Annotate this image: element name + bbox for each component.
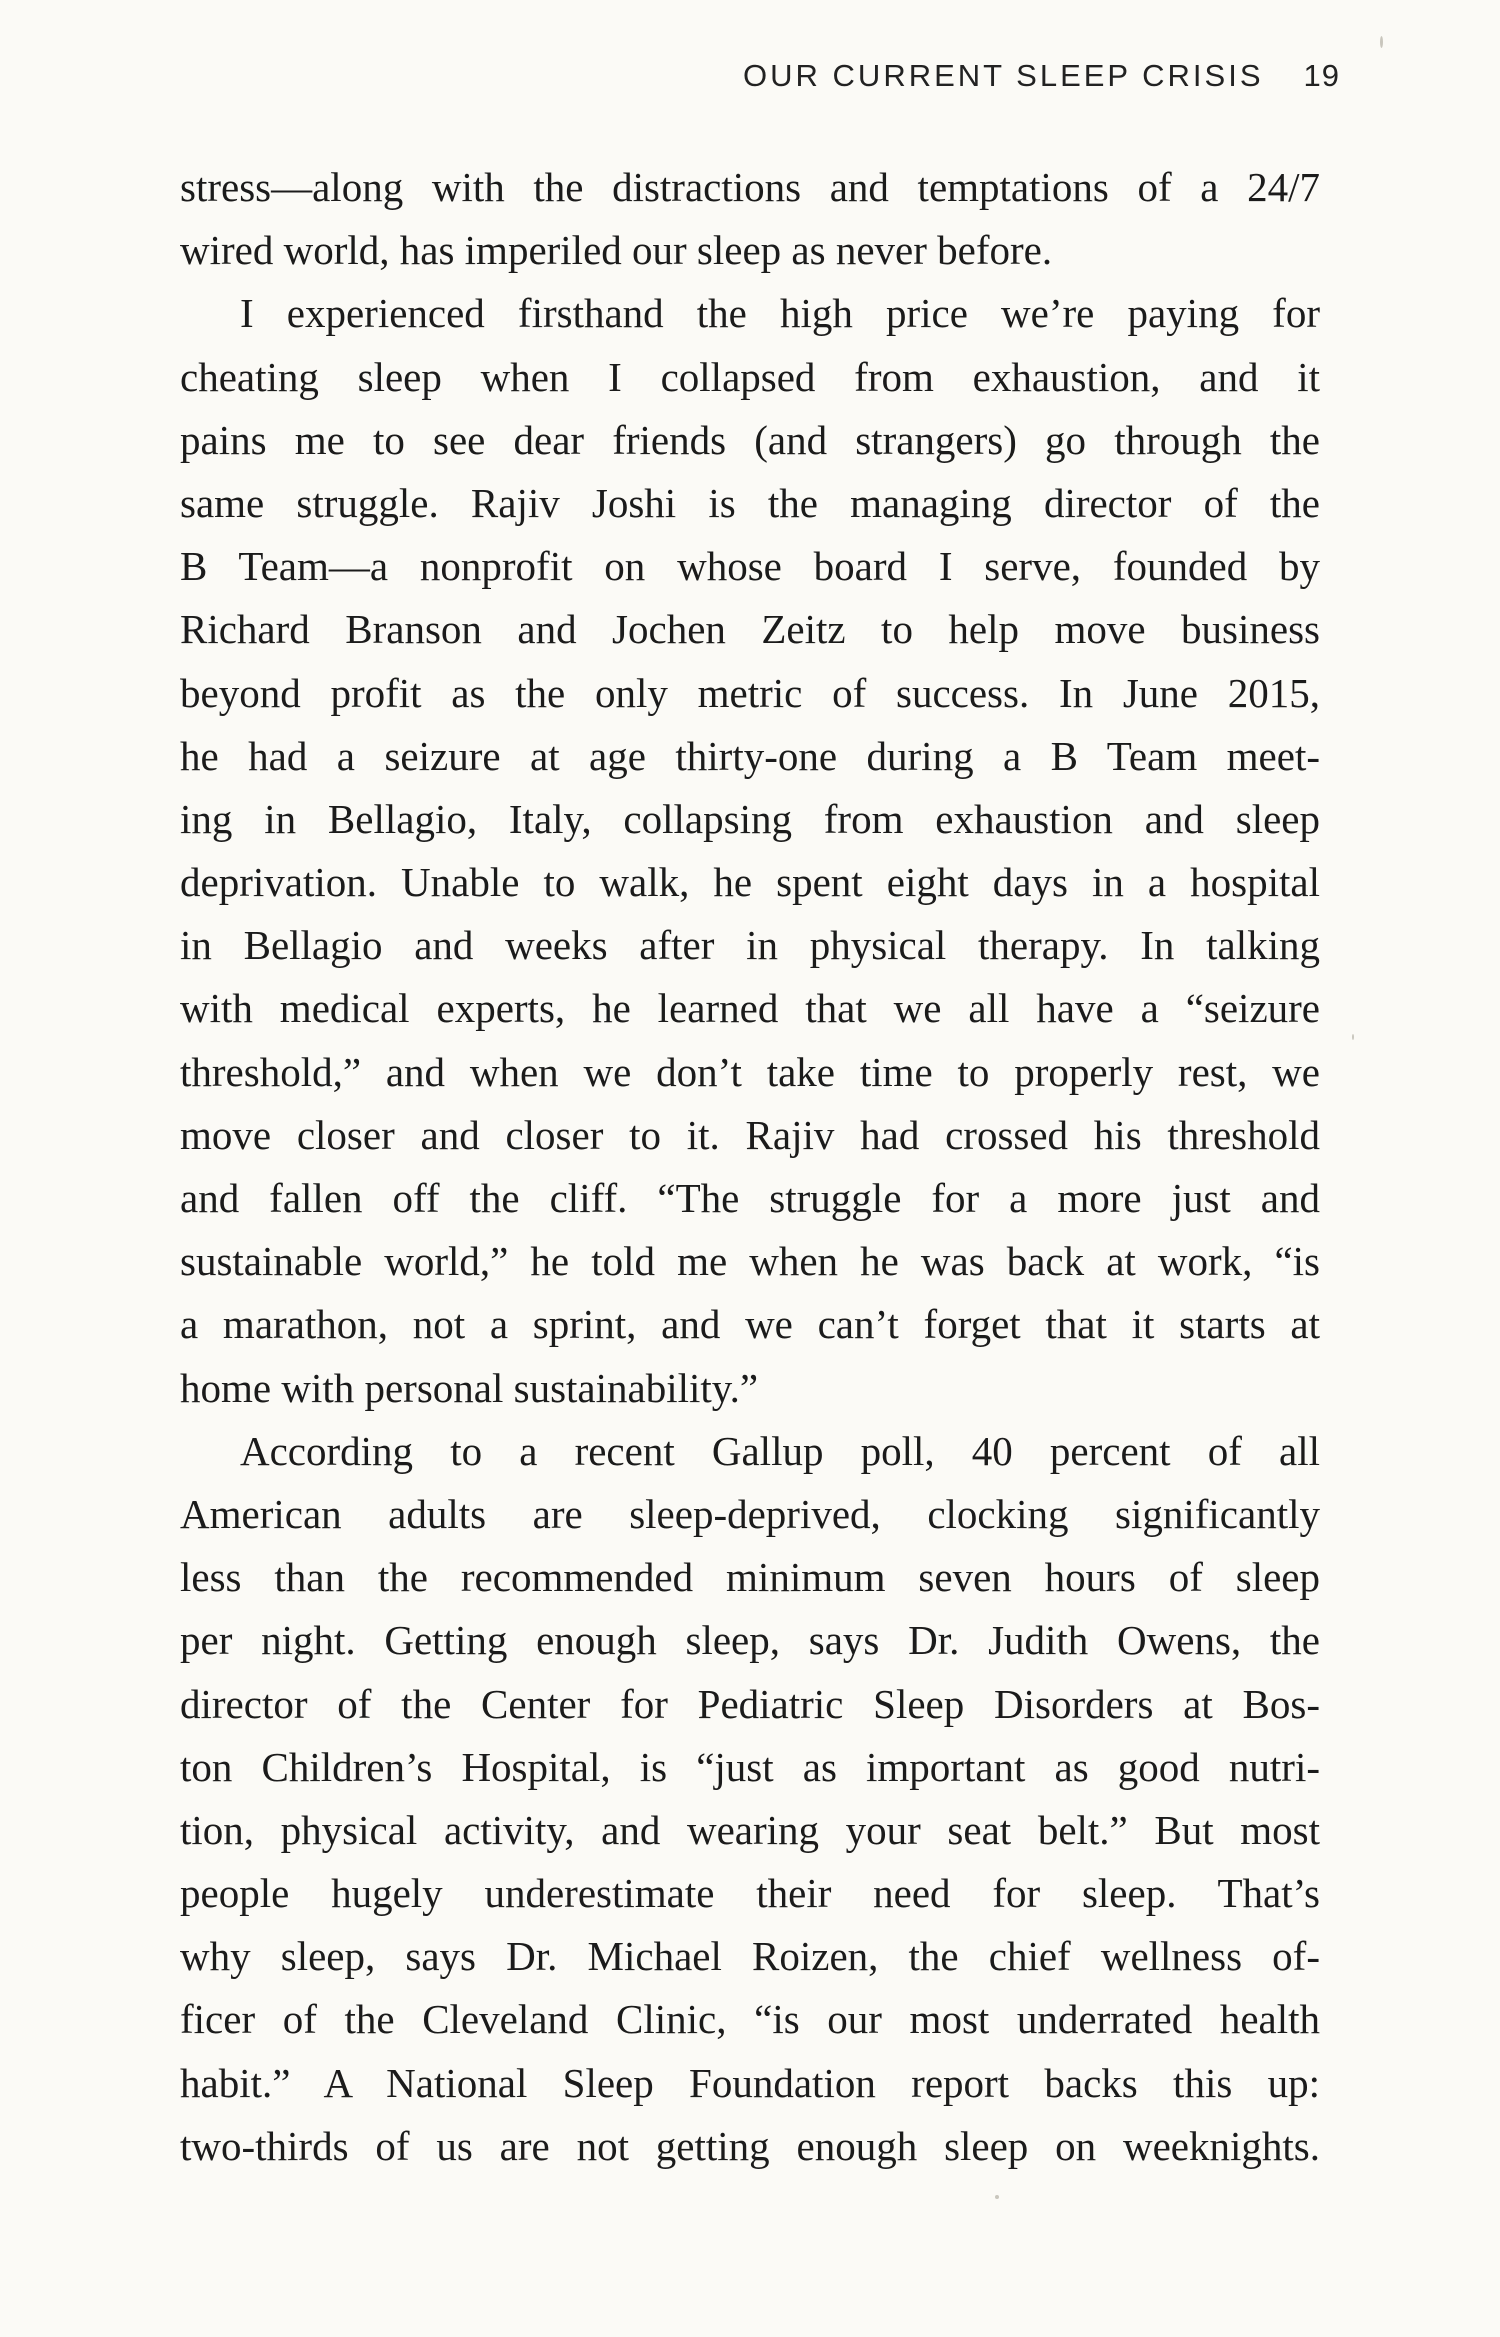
text-line: in Bellagio and weeks after in physical therapy. In talking (180, 922, 1320, 969)
text-line: people hugely underestimate their need for sleep. That’s (180, 1870, 1320, 1917)
text-line: ton Children’s Hospital, is “just as important as good nutri- (180, 1743, 1320, 1790)
text-line: threshold,” and when we don’t take time to properly rest, we (180, 1048, 1320, 1095)
text-line: sustainable world,” he told me when he was back at work, “is (180, 1238, 1320, 1285)
text-line: less than the recommended minimum seven hours of sleep (180, 1554, 1320, 1601)
text-line: home with personal sustainability.” (180, 1364, 759, 1411)
text-line: cheating sleep when I collapsed from exhaustion, and it (180, 353, 1320, 400)
text-line: American adults are sleep-deprived, clocking significantly (180, 1490, 1320, 1537)
body-text (180, 156, 1320, 2178)
text-line: pains me to see dear friends (and strangers) go through the (180, 416, 1320, 463)
text-line: ficer of the Cleveland Clinic, “is our most underrated health (180, 1996, 1320, 2043)
text-line: same struggle. Rajiv Joshi is the managing director of the (180, 479, 1320, 526)
text-line: According to a recent Gallup poll, 40 percent of all (240, 1427, 1320, 1474)
text-line: per night. Getting enough sleep, says Dr. Judith Owens, the (180, 1617, 1320, 1664)
running-head-title: OUR CURRENT SLEEP CRISIS (743, 58, 1264, 93)
text-line: director of the Center for Pediatric Sleep Disorders at Bos- (180, 1680, 1320, 1727)
paper-speck (1380, 36, 1383, 48)
text-line: tion, physical activity, and wearing your seat belt.” But most (180, 1806, 1320, 1853)
text-line: ing in Bellagio, Italy, collapsing from exhaustion and sleep (180, 795, 1320, 842)
text-line: with medical experts, he learned that we all have a “seizure (180, 985, 1320, 1032)
text-line: deprivation. Unable to walk, he spent eight days in a hospital (180, 859, 1320, 906)
text-line: and fallen off the cliff. “The struggle for a more just and (180, 1175, 1320, 1221)
text-line: he had a seizure at age thirty-one during a B Team meet- (180, 732, 1320, 779)
text-line: wired world, has imperiled our sleep as never before. (180, 227, 1053, 274)
text-line: B Team—a nonprofit on whose board I serve, founded by (180, 543, 1320, 590)
paper-speck (995, 2195, 999, 2199)
text-line: habit.” A National Sleep Foundation report backs this up: (180, 2059, 1320, 2106)
text-line: I experienced firsthand the high price we’re paying for (240, 290, 1320, 337)
running-head (600, 58, 1340, 94)
text-line: two-thirds of us are not getting enough sleep on weeknights. (180, 2122, 1320, 2169)
page-number: 19 (1303, 58, 1340, 93)
text-line: stress—along with the distractions and temptations of a 24/7 (180, 164, 1320, 210)
text-line: why sleep, says Dr. Michael Roizen, the chief wellness of- (180, 1933, 1320, 1980)
text-line: beyond profit as the only metric of success. In June 2015, (180, 669, 1320, 716)
text-line: move closer and closer to it. Rajiv had crossed his threshold (180, 1111, 1320, 1158)
text-line: Richard Branson and Jochen Zeitz to help move business (180, 606, 1320, 653)
paper-speck (1352, 1034, 1354, 1040)
text-line: a marathon, not a sprint, and we can’t forget that it starts at (180, 1301, 1320, 1348)
